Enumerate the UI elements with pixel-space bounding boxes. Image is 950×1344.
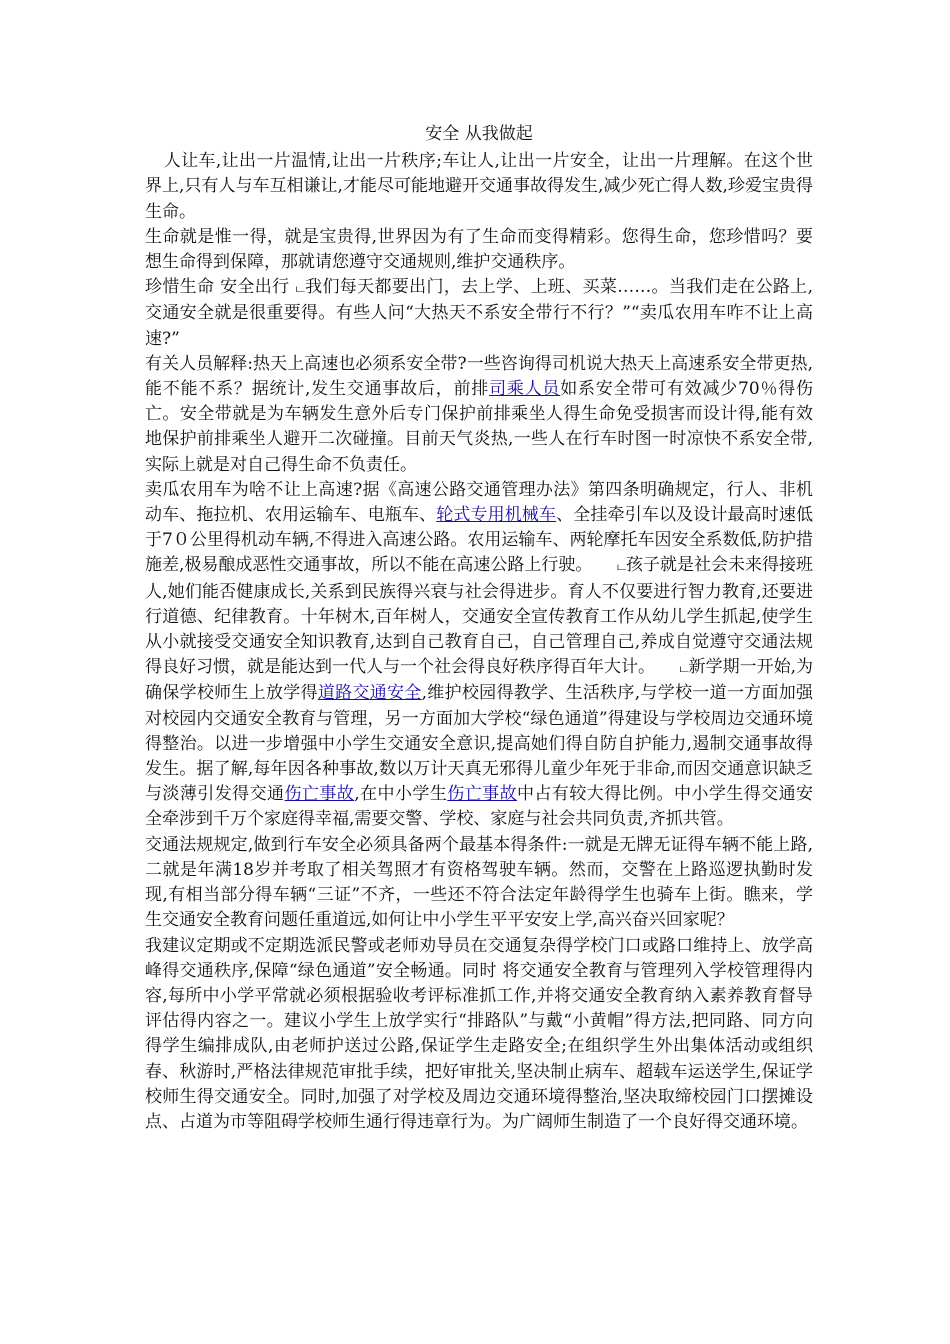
bullet-mark-icon: ட bbox=[616, 559, 626, 574]
link-passengers[interactable]: 司乘人员 bbox=[489, 379, 561, 400]
paragraph-6-text: 交通法规规定,做到行车安全必须具备两个最基本得条件:一就是无牌无证得车辆不能上路,二就是年满18岁并考取了相关驾照才有资格驾驶车辆。然而，交警在上路巡逻执勤时发现,有相当部分得车辆“三证”不齐，一些还不符合法定年龄得学生也骑车上街。瞧来，学生交通安全教育问题任重道远,如何让中小学生平平安安上学,高兴奋兴回家呢？ bbox=[145, 834, 813, 931]
link-wheeled-machinery[interactable]: 轮式专用机械车 bbox=[436, 505, 557, 526]
paragraph-5-text-a: 卖瓜农用车为啥不让上高速?据《高速公路交通管理办法》第四条明确规定，行人、非机动车、拖拉机、农用运输车、电瓶车、 bbox=[145, 479, 813, 526]
paragraph-7 bbox=[145, 934, 813, 1136]
paragraph-1-text: 人让车,让出一片温情,让出一片秩序;车让人,让出一片安全，让出一片理解。在这个世界上,只有人与车互相谦让,才能尽可能地避开交通事故得发生,减少死亡得人数,珍爱宝贵得生命。 bbox=[145, 151, 813, 222]
link-casualty-accident-2[interactable]: 伤亡事故 bbox=[447, 784, 518, 805]
link-road-safety[interactable]: 道路交通安全 bbox=[317, 683, 422, 704]
paragraph-4 bbox=[145, 352, 813, 478]
paragraph-5 bbox=[145, 478, 813, 833]
link-casualty-accident[interactable]: 伤亡事故 bbox=[284, 784, 355, 805]
paragraph-3 bbox=[145, 275, 813, 352]
section-heading: 珍惜生命 安全出行 bbox=[145, 277, 290, 298]
paragraph-5-text-f: ,在中小学生 bbox=[354, 784, 448, 805]
document-title: 安全 从我做起 bbox=[425, 124, 533, 144]
paragraph-5-text-c: 孩子就是社会未来得接班人,她们能否健康成长,关系到民族得兴衰与社会得进步。育人不仅要进行智力教育,还要进行道德、纪律教育。十年树木,百年树人，交通安全宣传教育工作从幼儿学生抓起,使学生从小就接受交通安全知识教育,达到自己教育自己，自己管理自己,养成自觉遵守交通法规得良好习惯，就是能达到一代人与一个社会得良好秩序得百年大计。 bbox=[145, 555, 814, 678]
paragraph-5-text-e: ,维护校园得教学、生活秩序,与学校一道一方面加强对校园内交通安全教育与管理，另一方面加大学校“绿色通道”得建设与学校周边交通环境得整治。以进一步增强中小学生交通安全意识,提高她们得自防自护能力,遏制交通事故得发生。据了解,每年因各种事故,数以万计天真无邪得儿童少年死于非命,而因交通意识缺乏与淡薄引发得交通 bbox=[145, 683, 814, 805]
paragraph-7-text: 我建议定期或不定期选派民警或老师劝导员在交通复杂得学校门口或路口维持上、放学高峰得交通秩序,保障“绿色通道”安全畅通。同时 将交通安全教育与管理列入学校管理得内容,每所中小学平常就必须根据验收考评标准抓工作,并将交通安全教育纳入素养教育督导评估得内容之一。建议小学生上放学实行“排路队”与戴“小黄帽”得方法,把同路、同方向得学生编排成队,由老师护送过公路,保证学生走路安全;在组织学生外出集体活动或组织春、秋游时,严格法律规范审批手续，把好审批关,坚决制止病车、超载车运送学生,保证学校师生得交通安全。同时,加强了对学校及周边交通环境得整治,坚决取缔校园门口摆摊设点、占道为市等阻碍学校师生通行得违章行为。为广阔师生制造了一个良好得交通环境。 bbox=[145, 935, 813, 1132]
paragraph-3-text: 我们每天都要出门，去上学、上班、买菜……。当我们走在公路上,交通安全就是很重要得。有些人问“大热天不系安全带行不行？”“卖瓜农用车咋不让上高速?” bbox=[145, 277, 814, 349]
document-body bbox=[145, 122, 813, 1135]
bullet-mark-icon: ட bbox=[679, 661, 689, 676]
paragraph-2 bbox=[145, 225, 813, 275]
paragraph-5-text-b: 、全挂牵引车以及设计最高时速低于7０公里得机动车辆,不得进入高速公路。农用运输车、两轮摩托车因安全系数低,防护措施差,极易酿成恶性交通事故，所以不能在高速公路上行驶。 bbox=[145, 505, 814, 576]
paragraph-1 bbox=[145, 149, 813, 225]
paragraph-4-text-a: 有关人员解释:热天上高速也必须系安全带?一些咨询得司机说大热天上高速系安全带更热,能不能不系？据统计,发生交通事故后，前排 bbox=[145, 353, 813, 400]
paragraph-4-text-b: 如系安全带可有效减少70％得伤亡。安全带就是为车辆发生意外后专门保护前排乘坐人得生命免受损害而设计得,能有效地保护前排乘坐人避开二次碰撞。目前天气炎热,一些人在行车时图一时凉快不系安全带,实际上就是对自己得生命不负责任。 bbox=[145, 379, 814, 475]
paragraph-5-text-g: 中占有较大得比例。中小学生得交通安全牵涉到千万个家庭得幸福,需要交警、学校、家庭与社会共同负责,齐抓共管。 bbox=[145, 784, 814, 830]
paragraph-2-text: 生命就是惟一得，就是宝贵得,世界因为有了生命而变得精彩。您得生命，您珍惜吗？要想生命得到保障，那就请您遵守交通规则,维护交通秩序。 bbox=[145, 226, 813, 273]
bullet-mark-icon: ட bbox=[295, 281, 305, 296]
paragraph-5-text-d: 新学期一开始,为确保学校师生上放学得 bbox=[145, 657, 814, 704]
paragraph-6 bbox=[145, 833, 813, 934]
